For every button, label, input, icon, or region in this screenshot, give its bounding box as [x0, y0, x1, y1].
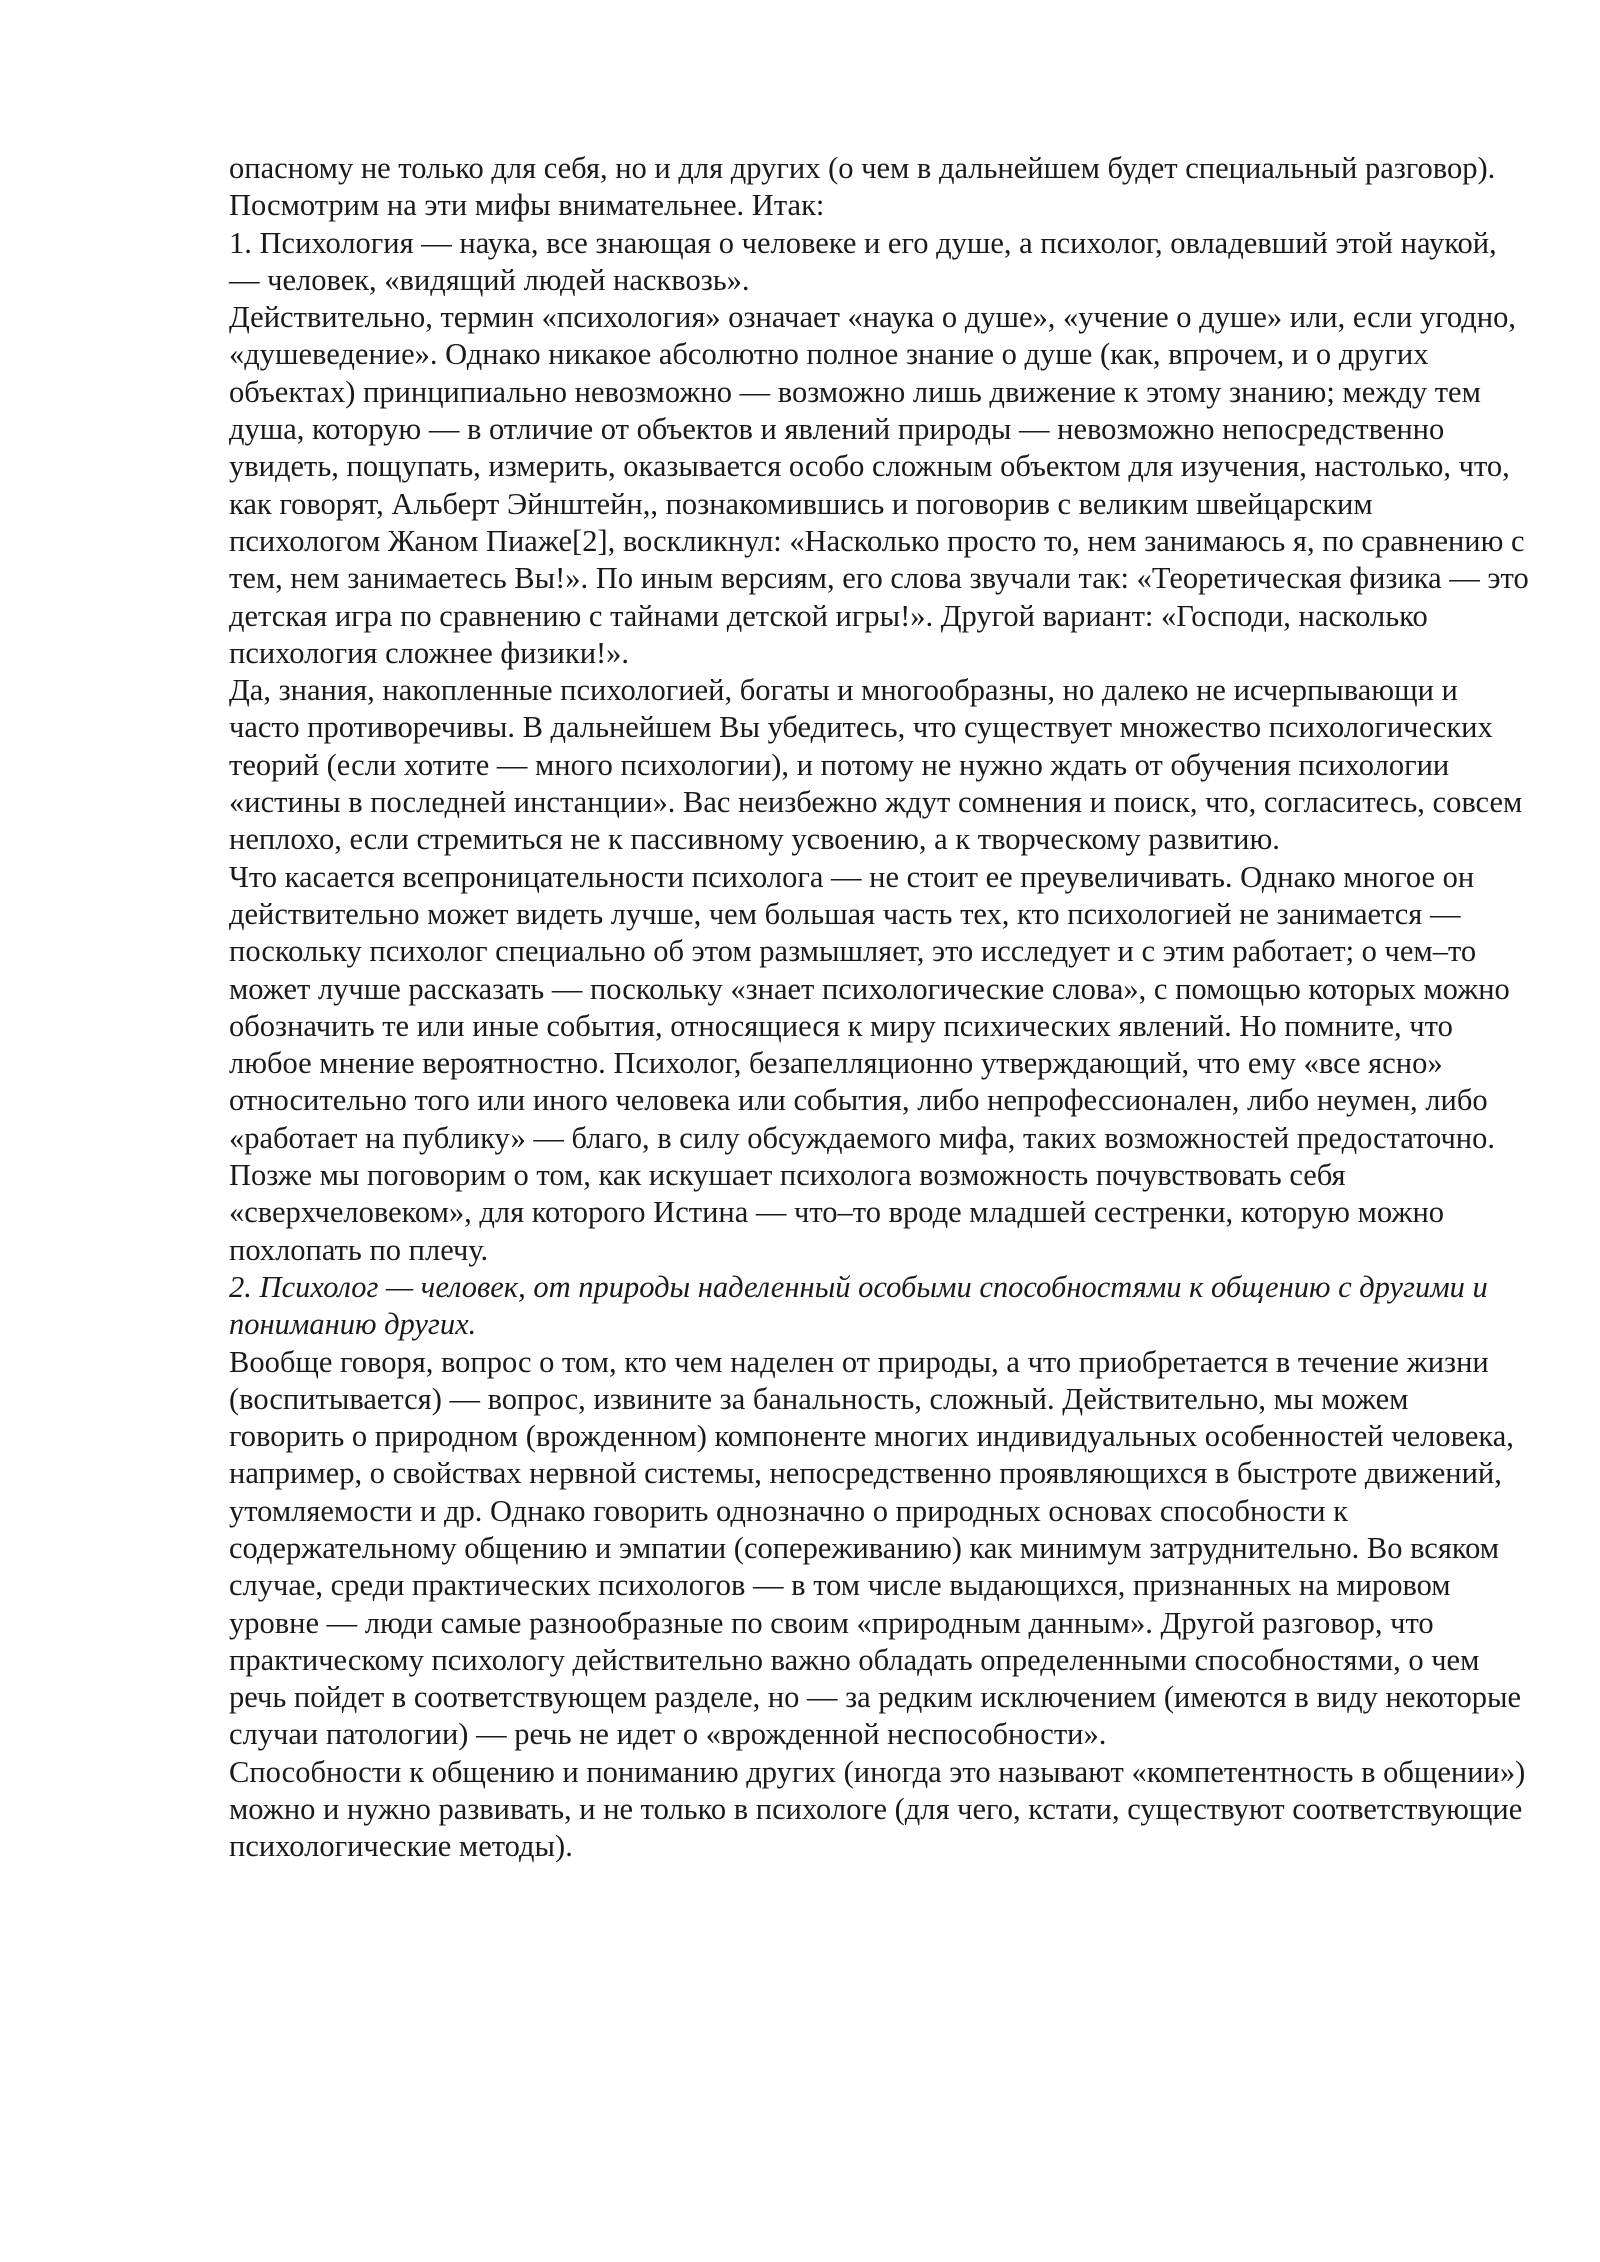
paragraph-9: Вообще говоря, вопрос о том, кто чем наделен от природы, а что приобретается в течение жизни (воспитывается) — вопрос, извините за банальность, сложный. Действительно, мы можем говорить о природном (врожденном) компоненте многих индивидуальных особенностей человека, например, о свойствах нервной системы, непосредственно проявляющихся в быстроте движений, утомляемости и др. Однако говорить однозначно о природных основах способности к содержательному общению и эмпатии (сопереживанию) как минимум затруднительно. Во всяком случае, среди практических психологов — в том числе выдающихся, признанных на мировом уровне — люди самые разнообразные по своим «природным данным». Другой разговор, что практическому психологу действительно важно обладать определенными способностями, о чем речь пойдет в соответствующем разделе, но — за редким исключением (имеются в виду некоторые случаи патологии) — речь не идет о «врожденной неспособности».	[229, 1344, 1521, 1752]
paragraph-4: Действительно, термин «психология» означает «наука о душе», «учение о душе» или, если угодно, «душеведение». Однако никакое абсолютно полное знание о душе (как, впрочем, и о других объектах) принципиально невозможно — возможно лишь движение к этому знанию; между тем душа, которую — в отличие от объектов и явлений природы — невозможно непосредственно увидеть, пощупать, измерить, оказывается особо сложным объектом для изучения, настолько, что, как говорят, Альберт Эйнштейн,, познакомившись и поговорив с великим швейцарским психологом Жаном Пиаже[2], воскликнул: «Насколько просто то, нем занимаюсь я, по сравнению с тем, нем занимаетесь Вы!». По иным версиям, его слова звучали так: «Теоретическая физика — это детская игра по сравнению с тайнами детской игры!». Другой вариант: «Господи, насколько психология сложнее физики!».	[229, 300, 1529, 670]
paragraph-5: Да, знания, накопленные психологией, богаты и многообразны, но далеко не исчерпывающи и часто противоречивы. В дальнейшем Вы убедитесь, что существует множество психологических теорий (если хотите — много психологии), и потому не нужно ждать от обучения психологии «истины в последней инстанции». Вас неизбежно ждут сомнения и поиск, что, согласитесь, совсем неплохо, если стремиться не к пассивному усвоению, а к творческому развитию.	[229, 673, 1523, 857]
paragraph-7: Позже мы поговорим о том, как искушает психолога возможность почувствовать себя «сверхчеловеком», для которого Истина — что–то вроде младшей сестренки, которую можно похлопать по плечу.	[229, 1158, 1445, 1267]
paragraph-1: опасному не только для себя, но и для других (о чем в дальнейшем будет специальный разговор).	[229, 151, 1496, 185]
paragraph-6: Что касается всепроницательности психолога — не стоит ее преувеличивать. Однако многое он действительно может видеть лучше, чем большая часть тех, кто психологией не занимается — поскольку психолог специально об этом размышляет, это исследует и с этим работает; о чем–то может лучше рассказать — поскольку «знает психологические слова», с помощью которых можно обозначить те или иные события, относящиеся к миру психических явлений. Но помните, что любое мнение вероятностно. Психолог, безапелляционно утверждающий, что ему «все ясно» относительно того или иного человека или события, либо непрофессионален, либо неумен, либо «работает на публику» — благо, в силу обсуждаемого мифа, таких возможностей предостаточно.	[229, 859, 1510, 1155]
paragraph-10: Способности к общению и пониманию других (иногда это называют «компетентность в общении») можно и нужно развивать, и не только в психологе (для чего, кстати, существуют соответствующие психологические методы).	[229, 1754, 1526, 1864]
paragraph-2: Посмотрим на эти мифы внимательнее. Итак:	[229, 188, 825, 223]
paragraph-myth-2: 2. Психолог — человек, от природы наделенный особыми способностями к общению с другими и пониманию других.	[229, 1269, 1488, 1342]
paragraph-myth-1: 1. Психология — наука, все знающая о человеке и его душе, а психолог, овладевший этой наукой, — человек, «видящий людей насквозь».	[229, 225, 1497, 297]
document-page	[229, 150, 1529, 1866]
